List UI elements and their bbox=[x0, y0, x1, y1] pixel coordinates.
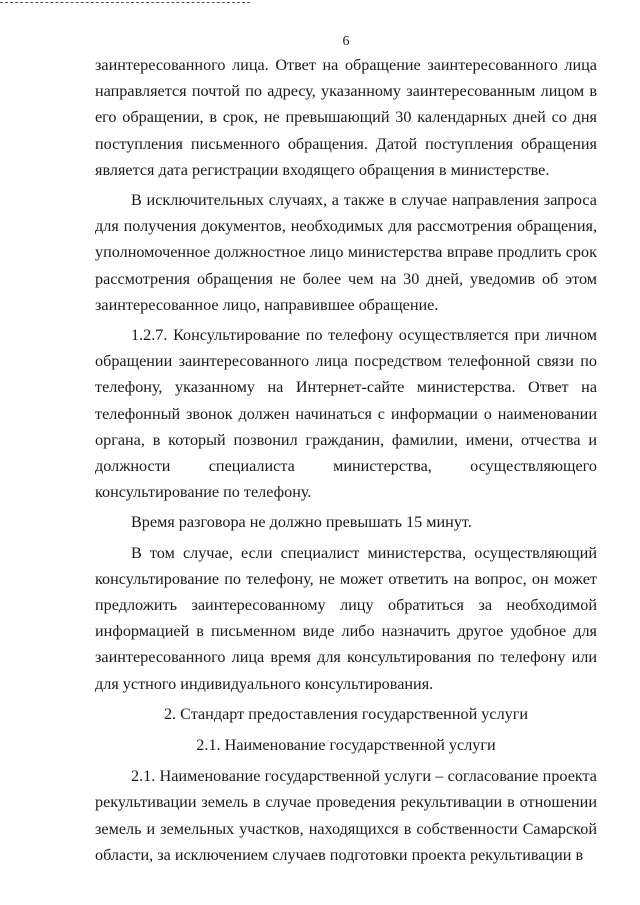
paragraph-extension: В исключительных случаях, а также в случае направления запроса для получения документов, необходимых для рассмотрения обращения, уполномоченное должностное лицо министерства вправе продлить срок рассмотрения обращения не более чем на 30 дней, уведомив об этом заинтересованное лицо, направившее обращение. bbox=[95, 191, 597, 314]
top-dashed-rule bbox=[0, 2, 250, 3]
paragraph-response-terms: заинтересованного лица. Ответ на обращение заинтересованного лица направляется почтой по адресу, указанному заинтересованным лицом в его обращении, в срок, не превышающий 30 календарных дней со дня поступления письменного обращения. Датой поступления обращения является дата регистрации входящего обращения в министерстве. bbox=[95, 56, 597, 179]
subsection-heading: 2.1. Наименование государственной услуги bbox=[196, 736, 496, 755]
section-heading: 2. Стандарт предоставления государственной услуги bbox=[163, 704, 529, 723]
paragraph-call-duration: Время разговора не должно превышать 15 минут. bbox=[131, 513, 472, 532]
page-number: 6 bbox=[342, 34, 350, 49]
paragraph-phone-consulting: 1.2.7. Консультирование по телефону осуществляется при личном обращении заинтересованного лица посредством телефонной связи по телефону, указанному на Интернет-сайте министерства. Ответ на телефонный звонок должен начинаться с информации о наименовании органа, в который позвонил гражданин, фамилии, имени, отчества и должности специалиста министерства, осуществляющего консультирование по телефону. bbox=[95, 326, 597, 502]
document-body bbox=[95, 52, 597, 872]
paragraph-service-name: 2.1. Наименование государственной услуги – согласование проекта рекультивации земель в случае проведения рекультивации в отношении земель и земельных участков, находящихся в собственности Самарской области, за исключением случаев подготовки проекта рекультивации в bbox=[95, 767, 597, 864]
paragraph-unable-to-answer: В том случае, если специалист министерства, осуществляющий консультирование по телефону, не может ответить на вопрос, он может предложить заинтересованному лицу обратиться за необходимой информацией в письменном виде либо назначить другое удобное для заинтересованного лица время для консультирования по телефону или для устного индивидуального консультирования. bbox=[95, 543, 597, 693]
